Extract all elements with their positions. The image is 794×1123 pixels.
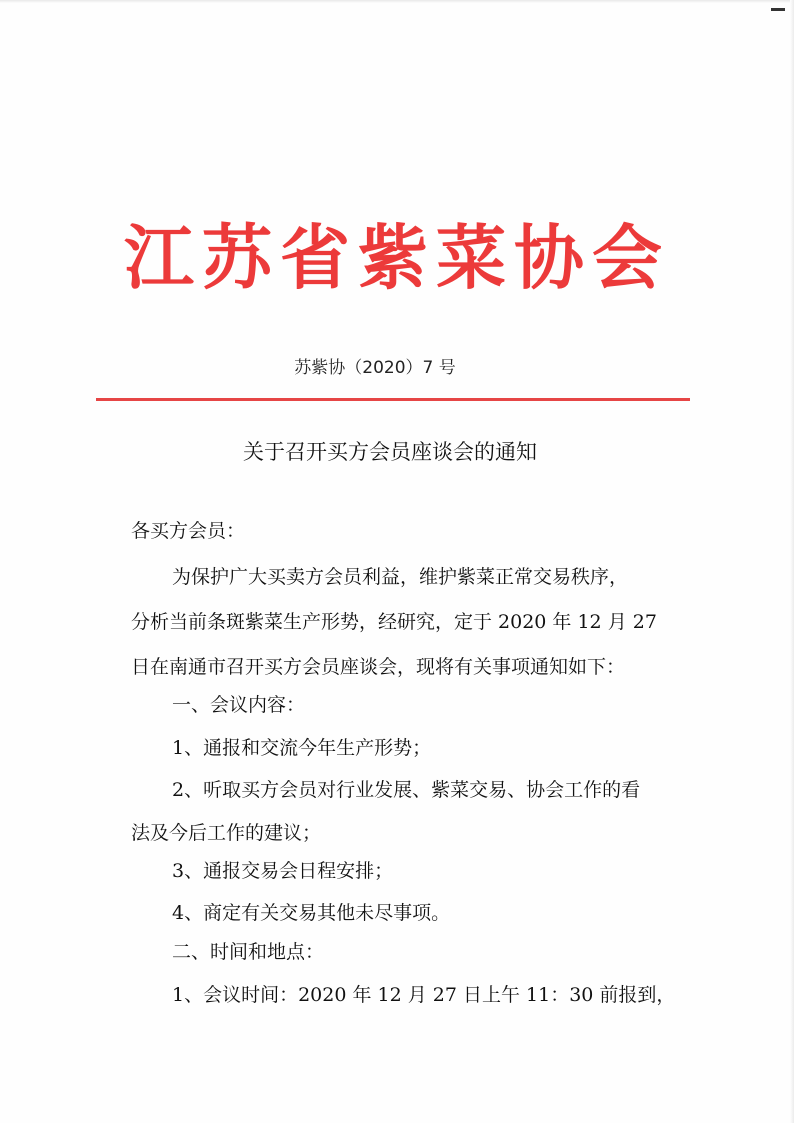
section-two-item-1: 1、会议时间：2020 年 12 月 27 日上午 11：30 前报到， (172, 984, 676, 1006)
intro-line: 为保护广大买卖方会员利益，维护紫菜正常交易秩序， (172, 566, 629, 588)
red-divider-rule (96, 398, 690, 401)
intro-line: 日在南通市召开买方会员座谈会，现将有关事项通知如下： (131, 656, 626, 678)
salutation: 各买方会员： (131, 520, 246, 542)
section-one-item-4: 4、商定有关交易其他未尽事项。 (172, 902, 451, 924)
notice-title: 关于召开买方会员座谈会的通知 (243, 440, 537, 464)
intro-line: 分析当前条斑紫菜生产形势，经研究，定于 2020 年 12 月 27 (131, 611, 657, 633)
document-number: 苏紫协（2020）7 号 (294, 358, 456, 378)
section-one-item-2-continued: 法及今后工作的建议； (131, 822, 322, 844)
section-one-item-1: 1、通报和交流今年生产形势； (172, 737, 432, 759)
organization-masthead: 江苏省紫菜协会 (124, 216, 670, 299)
scan-edge-top (0, 0, 794, 3)
section-one-item-3: 3、通报交易会日程安排； (172, 860, 394, 882)
section-one-item-2: 2、听取买方会员对行业发展、紫菜交易、协会工作的看 (172, 779, 641, 801)
scan-edge-right (790, 0, 794, 1123)
section-two-heading: 二、时间和地点： (172, 941, 325, 963)
section-one-heading: 一、会议内容： (172, 694, 306, 716)
scan-mark (771, 8, 785, 11)
